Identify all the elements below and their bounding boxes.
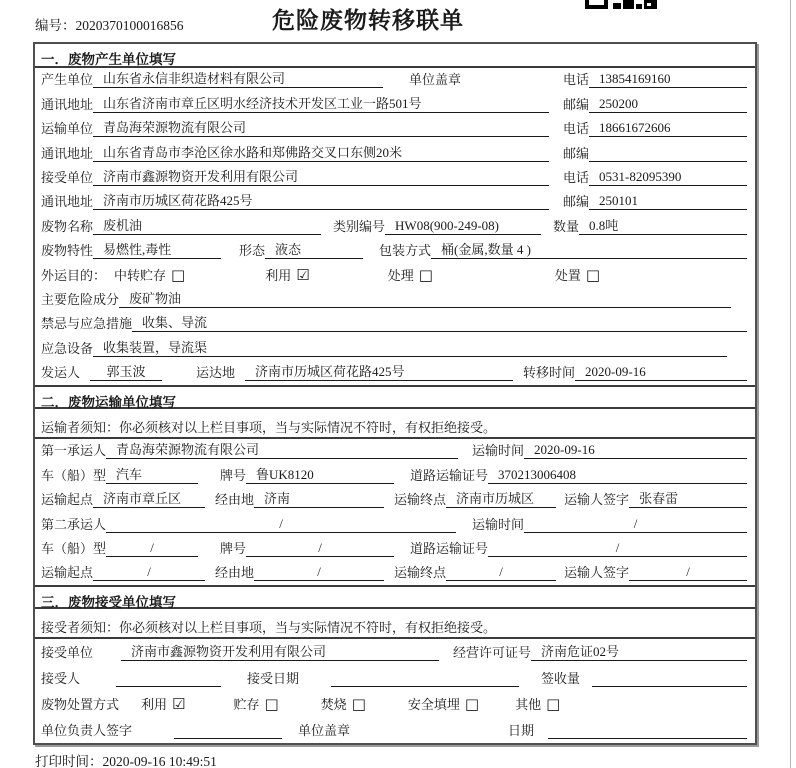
unit-stamp-label: 单位盖章 bbox=[409, 72, 462, 88]
carrier2-time-label: 运输时间 bbox=[472, 516, 525, 532]
carrier2-time-value: / bbox=[524, 516, 747, 533]
accept-date-value bbox=[331, 671, 519, 687]
disposal-option-burn-label: 焚烧 bbox=[320, 697, 347, 713]
waste-code-label: 类别编号 bbox=[333, 218, 386, 234]
producer-zip-label: 邮编 bbox=[562, 96, 589, 112]
receiver-zip-label: 邮编 bbox=[562, 194, 589, 210]
waste-code-value: HW08(900-249-08) bbox=[385, 218, 541, 235]
carrier1-value: 青岛海荣源物流有限公司 bbox=[106, 439, 458, 459]
qr-code-fragment bbox=[585, 0, 663, 9]
unit-stamp2-label: 单位盖章 bbox=[298, 723, 351, 739]
disposal-option-use-label: 利用 bbox=[141, 697, 168, 713]
receiver-address-value: 济南市历城区荷花路425号 bbox=[93, 190, 549, 210]
plate1-value: 鲁UK8120 bbox=[246, 464, 394, 484]
emergency-measures-label: 禁忌与应急措施 bbox=[41, 316, 133, 332]
transporter-phone-value: 18661672606 bbox=[589, 120, 747, 137]
license-value: 济南危证02号 bbox=[531, 641, 747, 661]
purpose-treat-checkbox: □ bbox=[418, 265, 433, 284]
disposal-row bbox=[35, 691, 755, 717]
transporter-label: 运输单位 bbox=[41, 121, 94, 137]
route1-start-value: 济南市章丘区 bbox=[93, 488, 205, 508]
producer-phone-label: 电话 bbox=[562, 72, 589, 88]
waste-traits-label: 废物特性 bbox=[41, 243, 94, 259]
acceptor-label: 接受人 bbox=[41, 671, 81, 687]
producer-label: 产生单位 bbox=[41, 72, 94, 88]
permit1-label: 道路运输证号 bbox=[410, 467, 489, 483]
receiver-zip-value: 250101 bbox=[589, 193, 747, 210]
disposal-option-other bbox=[515, 694, 560, 713]
disposal-option-landfill bbox=[408, 694, 479, 713]
plate2-label: 牌号 bbox=[220, 541, 247, 557]
receiver-value: 济南市鑫源物资开发利用有限公司 bbox=[93, 166, 549, 186]
waste-name-value: 废机油 bbox=[93, 215, 321, 235]
dispatch-row bbox=[35, 361, 755, 385]
receiver-label: 接受单位 bbox=[41, 169, 94, 185]
accept-date-label: 接受日期 bbox=[247, 671, 300, 687]
purpose-option-dispose-label: 处置 bbox=[554, 267, 581, 283]
carrier1-time-value: 2020-09-16 bbox=[524, 442, 747, 459]
received-qty-value bbox=[592, 671, 747, 687]
route2-via-label: 经由地 bbox=[215, 565, 255, 581]
permit2-value: / bbox=[488, 540, 747, 557]
permit2-label: 道路运输证号 bbox=[410, 541, 489, 557]
disposal-option-landfill-label: 安全填埋 bbox=[407, 697, 460, 713]
hazard-row bbox=[35, 288, 755, 312]
purpose-option-transfer bbox=[114, 265, 185, 284]
purpose-transfer-checkbox: □ bbox=[171, 265, 186, 284]
emergency-measures-row bbox=[35, 312, 755, 336]
plate2-value: / bbox=[246, 540, 394, 557]
waste-name-row bbox=[35, 214, 755, 238]
vehicle2-label: 车（船）型 bbox=[41, 541, 107, 557]
permit1-value: 370213006408 bbox=[488, 467, 747, 484]
route2-via-value: / bbox=[254, 564, 384, 581]
document-header bbox=[0, 0, 796, 42]
responsible-signature-label: 单位负责人签字 bbox=[41, 723, 133, 739]
serial-number: 2020370100016856 bbox=[75, 18, 184, 33]
dispatcher-label: 发运人 bbox=[41, 365, 81, 381]
purpose-option-treat-label: 处理 bbox=[387, 267, 414, 283]
page-title: 危险废物转移联单 bbox=[272, 7, 464, 33]
purpose-option-transfer-label: 中转贮存 bbox=[114, 267, 167, 283]
purpose-option-treat bbox=[388, 265, 433, 284]
waste-pack-value: 桶(金属,数量 4 ) bbox=[431, 239, 747, 259]
section2-title: 二．废物运输单位填写 bbox=[35, 385, 755, 409]
purpose-option-dispose bbox=[555, 265, 600, 284]
purpose-row bbox=[35, 263, 755, 287]
vehicle2-value: / bbox=[106, 540, 198, 557]
disposal-label: 废物处置方式 bbox=[41, 697, 120, 713]
responsible-signature-value bbox=[174, 723, 282, 739]
print-time-label: 打印时间： bbox=[35, 754, 103, 768]
accept-unit-value: 济南市鑫源物资开发利用有限公司 bbox=[121, 641, 439, 661]
waste-form-label: 形态 bbox=[239, 243, 266, 259]
emergency-equipment-label: 应急设备 bbox=[41, 340, 94, 356]
hazard-value: 废矿物油 bbox=[119, 288, 731, 308]
transporter-row bbox=[35, 117, 755, 141]
receiver-phone-label: 电话 bbox=[562, 169, 589, 185]
manifest-form bbox=[33, 42, 757, 745]
waste-name-label: 废物名称 bbox=[41, 218, 94, 234]
purpose-dispose-checkbox: □ bbox=[585, 265, 601, 284]
license-label: 经营许可证号 bbox=[453, 645, 532, 661]
waste-qty-label: 数量 bbox=[553, 218, 580, 234]
dispatcher-value: 郭玉波 bbox=[90, 361, 162, 381]
page-edge-line bbox=[790, 0, 791, 768]
route2-row bbox=[35, 561, 755, 585]
route2-sign-label: 运输人签字 bbox=[564, 565, 630, 581]
disposal-burn-checkbox: □ bbox=[351, 695, 366, 714]
emergency-measures-value: 收集、导流 bbox=[132, 312, 747, 332]
purpose-label: 外运目的： bbox=[41, 267, 107, 283]
transporter-zip-label: 邮编 bbox=[562, 145, 589, 161]
route1-end-label: 运输终点 bbox=[394, 492, 447, 508]
transporter-zip-value bbox=[589, 146, 747, 162]
acceptance-row bbox=[35, 665, 755, 691]
vehicle1-value: 汽车 bbox=[106, 464, 198, 484]
route2-end-value: / bbox=[446, 564, 556, 581]
disposal-option-store-label: 贮存 bbox=[233, 697, 260, 713]
route1-sign-label: 运输人签字 bbox=[564, 492, 630, 508]
route1-row bbox=[35, 488, 755, 512]
vehicle2-row bbox=[35, 537, 755, 561]
serial-label: 编号： bbox=[35, 18, 76, 33]
transfer-time-label: 转移时间 bbox=[523, 365, 576, 381]
route1-via-value: 济南 bbox=[254, 488, 384, 508]
transporter-address-row bbox=[35, 141, 755, 165]
receiver-address-label: 通讯地址 bbox=[41, 194, 94, 210]
print-time-value: 2020-09-16 10:49:51 bbox=[102, 754, 217, 768]
disposal-other-checkbox: □ bbox=[546, 695, 561, 714]
waste-traits-value: 易燃性,毒性 bbox=[93, 239, 221, 259]
purpose-use-checkbox: ☑ bbox=[296, 265, 310, 284]
producer-zip-value: 250200 bbox=[589, 96, 747, 113]
emergency-equipment-row bbox=[35, 336, 755, 360]
waste-pack-label: 包装方式 bbox=[379, 243, 432, 259]
waste-form-value: 液态 bbox=[265, 239, 363, 259]
disposal-option-burn bbox=[321, 694, 366, 713]
plate1-label: 牌号 bbox=[220, 467, 247, 483]
signature-row bbox=[35, 717, 755, 743]
disposal-landfill-checkbox: □ bbox=[464, 695, 480, 714]
transfer-time-value: 2020-09-16 bbox=[575, 364, 747, 381]
route2-start-value: / bbox=[93, 564, 205, 581]
disposal-store-checkbox: □ bbox=[264, 695, 279, 714]
carrier2-label: 第二承运人 bbox=[41, 516, 107, 532]
disposal-use-checkbox: ☑ bbox=[172, 695, 186, 714]
carrier1-row bbox=[35, 439, 755, 463]
carrier2-row bbox=[35, 512, 755, 536]
producer-address-value: 山东省济南市章丘区明水经济技术开发区工业一路501号 bbox=[93, 93, 549, 113]
route1-end-value: 济南市历城区 bbox=[446, 488, 556, 508]
disposal-option-other-label: 其他 bbox=[515, 697, 542, 713]
destination-value: 济南市历城区荷花路425号 bbox=[245, 361, 513, 381]
transporter-address-label: 通讯地址 bbox=[41, 145, 94, 161]
accept-unit-label: 接受单位 bbox=[41, 645, 94, 661]
producer-row bbox=[35, 68, 755, 92]
receiver-row bbox=[35, 166, 755, 190]
transporter-value: 青岛海荣源物流有限公司 bbox=[93, 117, 549, 137]
producer-value: 山东省永信非织造材料有限公司 bbox=[93, 68, 383, 88]
carrier1-time-label: 运输时间 bbox=[472, 443, 525, 459]
waste-qty-value: 0.8吨 bbox=[579, 215, 747, 235]
route1-sign-value: 张春雷 bbox=[629, 488, 747, 508]
vehicle1-label: 车（船）型 bbox=[41, 467, 107, 483]
producer-address-label: 通讯地址 bbox=[41, 96, 94, 112]
carrier1-label: 第一承运人 bbox=[41, 443, 107, 459]
transporter-phone-label: 电话 bbox=[562, 121, 589, 137]
receiver-address-row bbox=[35, 190, 755, 214]
section3-title: 三．废物接受单位填写 bbox=[35, 585, 755, 609]
carrier2-value: / bbox=[106, 516, 456, 533]
receiver-phone-value: 0531-82095390 bbox=[589, 169, 747, 186]
purpose-option-use-label: 利用 bbox=[265, 267, 292, 283]
route2-start-label: 运输起点 bbox=[41, 565, 94, 581]
acceptor-value bbox=[116, 671, 221, 687]
sign-date-value bbox=[548, 723, 747, 739]
producer-phone-value: 13854169160 bbox=[589, 71, 747, 88]
section1-title: 一．废物产生单位填写 bbox=[35, 44, 755, 68]
route2-sign-value: / bbox=[629, 564, 747, 581]
hazard-label: 主要危险成分 bbox=[41, 291, 120, 307]
route1-start-label: 运输起点 bbox=[41, 492, 94, 508]
accept-unit-row bbox=[35, 639, 755, 665]
destination-label: 运达地 bbox=[196, 365, 236, 381]
producer-address-row bbox=[35, 92, 755, 116]
disposal-option-store bbox=[233, 694, 278, 713]
section3-notice: 接受者须知：你必须核对以上栏目事项，当与实际情况不符时，有权拒绝接受。 bbox=[35, 609, 755, 639]
emergency-equipment-value: 收集装置，导流渠 bbox=[93, 337, 727, 357]
route1-via-label: 经由地 bbox=[215, 492, 255, 508]
sign-date-label: 日期 bbox=[508, 723, 535, 739]
waste-traits-row bbox=[35, 239, 755, 263]
route2-end-label: 运输终点 bbox=[394, 565, 447, 581]
disposal-option-use bbox=[141, 694, 185, 713]
purpose-option-use bbox=[265, 265, 309, 284]
vehicle1-row bbox=[35, 463, 755, 487]
transporter-address-value: 山东省青岛市李沧区徐水路和郑佛路交叉口东侧20米 bbox=[93, 142, 549, 162]
received-qty-label: 签收量 bbox=[541, 671, 581, 687]
section2-notice: 运输者须知：你必须核对以上栏目事项，当与实际情况不符时，有权拒绝接受。 bbox=[35, 409, 755, 439]
print-time-line bbox=[35, 750, 217, 768]
